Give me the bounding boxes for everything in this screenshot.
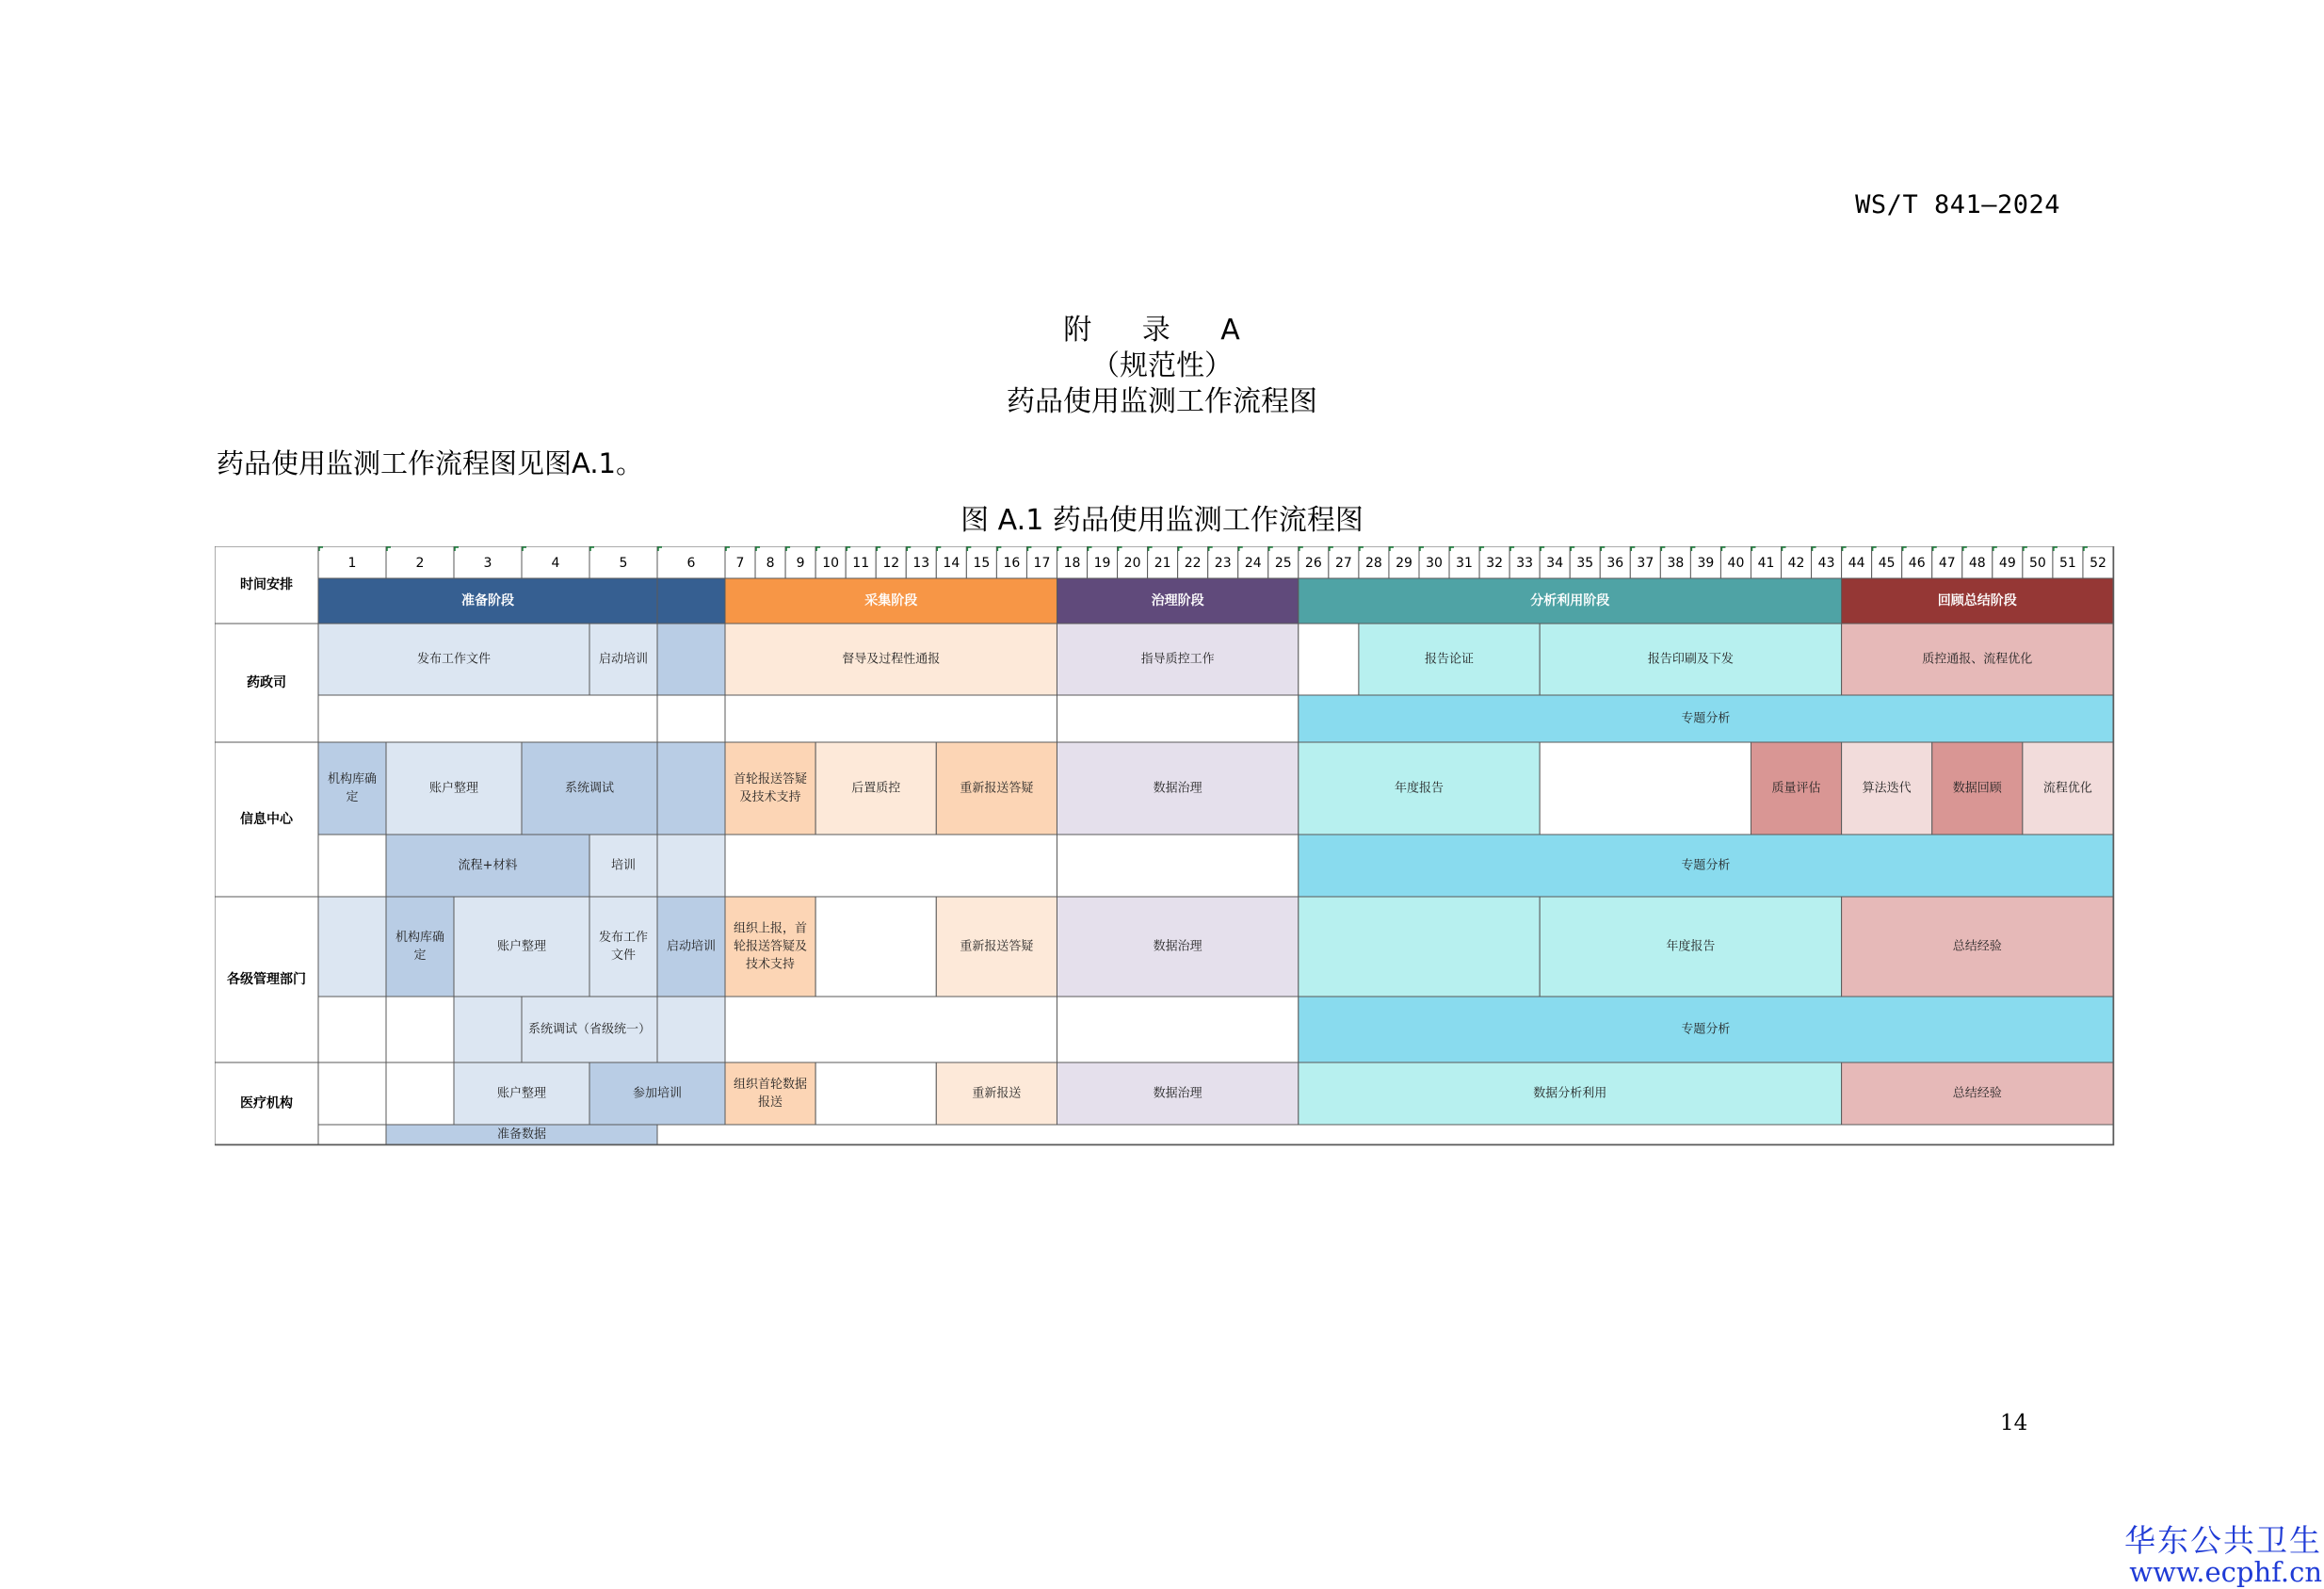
week-number-label: 44 bbox=[1848, 556, 1865, 571]
task-label: 数据回顾 bbox=[1952, 781, 2002, 796]
task-label: 发布工作文件 bbox=[416, 652, 492, 667]
group-label: 医疗机构 bbox=[240, 1095, 293, 1111]
task-label: 质控通报、流程优化 bbox=[1922, 652, 2033, 667]
task-label: 参加培训 bbox=[632, 1086, 683, 1101]
task-cell bbox=[725, 1062, 815, 1125]
task-label: 专题分析 bbox=[1681, 711, 1731, 726]
task-cell bbox=[657, 695, 725, 742]
task-label: 数据治理 bbox=[1153, 939, 1202, 954]
week-number-label: 28 bbox=[1365, 556, 1382, 571]
week-number-label: 37 bbox=[1637, 556, 1654, 571]
task-label: 督导及过程性通报 bbox=[842, 652, 941, 667]
task-label: 账户整理 bbox=[496, 1086, 547, 1101]
task-label: 总结经验 bbox=[1952, 1086, 2002, 1101]
week-number-label: 18 bbox=[1063, 556, 1081, 571]
week-number-label: 24 bbox=[1244, 556, 1262, 571]
task-cell bbox=[815, 1062, 936, 1125]
week-number-label: 36 bbox=[1606, 556, 1624, 571]
task-cell bbox=[386, 997, 454, 1062]
task-cell bbox=[657, 1125, 2113, 1144]
task-label: 启动培训 bbox=[666, 939, 717, 954]
week-number-label: 4 bbox=[551, 556, 560, 571]
week-number-label: 2 bbox=[415, 556, 425, 571]
task-label: 组织首轮数据 bbox=[734, 1078, 808, 1093]
week-number-label: 39 bbox=[1697, 556, 1715, 571]
task-label: 流程优化 bbox=[2042, 781, 2092, 796]
task-cell bbox=[318, 742, 386, 835]
watermark-name: 华东公共卫生 bbox=[2124, 1522, 2322, 1559]
task-label: 定 bbox=[413, 948, 427, 963]
task-cell bbox=[657, 742, 725, 835]
page-number: 14 bbox=[2000, 1411, 2028, 1435]
task-label: 发布工作 bbox=[598, 931, 649, 946]
task-cell bbox=[454, 997, 522, 1062]
phase-label: 分析利用阶段 bbox=[1530, 593, 1610, 608]
phase-label: 准备阶段 bbox=[461, 593, 514, 608]
standard-code: WS/T 841—2024 bbox=[1855, 190, 2060, 219]
week-number-label: 31 bbox=[1456, 556, 1473, 571]
task-cell bbox=[1057, 997, 1298, 1062]
workflow-gantt-svg bbox=[215, 546, 2115, 1146]
task-cell bbox=[318, 835, 386, 897]
task-cell bbox=[815, 897, 936, 997]
week-number-label: 11 bbox=[852, 556, 870, 571]
task-label: 数据分析利用 bbox=[1533, 1086, 1607, 1101]
task-label: 数据治理 bbox=[1153, 781, 1202, 796]
week-number-label: 9 bbox=[796, 556, 805, 571]
week-number-label: 20 bbox=[1123, 556, 1141, 571]
task-cell bbox=[657, 835, 725, 897]
task-label: 系统调试 bbox=[564, 781, 615, 796]
week-number-label: 15 bbox=[973, 556, 991, 571]
task-cell bbox=[725, 997, 1057, 1062]
task-label: 算法迭代 bbox=[1862, 781, 1912, 796]
week-number-label: 42 bbox=[1787, 556, 1805, 571]
week-number-label: 50 bbox=[2028, 556, 2046, 571]
task-cell bbox=[1299, 897, 1540, 997]
appendix-label: 附 录 A bbox=[1063, 314, 1261, 347]
task-cell bbox=[318, 695, 657, 742]
task-cell bbox=[318, 997, 386, 1062]
time-header-label: 时间安排 bbox=[240, 577, 293, 592]
week-number-label: 13 bbox=[912, 556, 930, 571]
task-label: 账户整理 bbox=[428, 781, 479, 796]
week-number-label: 29 bbox=[1396, 556, 1412, 571]
week-number-label: 38 bbox=[1667, 556, 1685, 571]
week-number-label: 46 bbox=[1908, 556, 1926, 571]
task-label: 轮报送答疑及 bbox=[734, 939, 808, 954]
task-label: 年度报告 bbox=[1394, 781, 1444, 796]
week-number-label: 41 bbox=[1757, 556, 1775, 571]
week-number-label: 6 bbox=[686, 556, 696, 571]
workflow-gantt-chart bbox=[215, 546, 2115, 1146]
week-number-label: 23 bbox=[1214, 556, 1232, 571]
week-number-label: 30 bbox=[1426, 556, 1443, 571]
task-label: 指导质控工作 bbox=[1140, 652, 1215, 667]
task-cell bbox=[386, 1062, 454, 1125]
task-label: 账户整理 bbox=[496, 939, 547, 954]
task-label: 年度报告 bbox=[1666, 939, 1716, 954]
task-label: 机构库确 bbox=[327, 772, 378, 787]
task-label: 质量评估 bbox=[1771, 781, 1821, 796]
week-number-label: 5 bbox=[619, 556, 628, 571]
figure-title: 图 A.1 药品使用监测工作流程图 bbox=[960, 504, 1364, 537]
week-number-label: 10 bbox=[822, 556, 840, 571]
task-label: 系统调试（省级统一） bbox=[527, 1022, 652, 1037]
task-label: 报送 bbox=[758, 1094, 783, 1110]
group-label: 信息中心 bbox=[240, 812, 293, 827]
week-number-label: 21 bbox=[1154, 556, 1171, 571]
phase-bar bbox=[657, 578, 725, 624]
week-number-label: 43 bbox=[1817, 556, 1835, 571]
group-label: 各级管理部门 bbox=[227, 972, 306, 987]
week-number-label: 33 bbox=[1516, 556, 1534, 571]
task-label: 技术支持 bbox=[746, 957, 796, 972]
week-number-label: 17 bbox=[1033, 556, 1051, 571]
appendix-nature: （规范性） bbox=[1091, 349, 1233, 382]
task-label: 重新报送答疑 bbox=[960, 781, 1034, 796]
phase-label: 治理阶段 bbox=[1151, 593, 1204, 608]
task-cell bbox=[725, 835, 1057, 897]
task-cell bbox=[318, 1125, 386, 1144]
week-number-label: 7 bbox=[735, 556, 745, 571]
group-label: 药政司 bbox=[247, 675, 286, 690]
task-label: 启动培训 bbox=[598, 652, 649, 667]
task-cell bbox=[386, 897, 454, 997]
task-label: 组织上报，首 bbox=[734, 921, 808, 936]
week-number-label: 32 bbox=[1486, 556, 1504, 571]
task-label: 重新报送答疑 bbox=[960, 939, 1034, 954]
task-cell bbox=[725, 742, 815, 835]
task-label: 流程+材料 bbox=[458, 858, 518, 873]
week-number-label: 45 bbox=[1878, 556, 1896, 571]
week-number-label: 51 bbox=[2059, 556, 2076, 571]
task-label: 后置质控 bbox=[851, 781, 901, 796]
week-number-label: 19 bbox=[1093, 556, 1111, 571]
task-label: 报告论证 bbox=[1425, 652, 1475, 667]
task-label: 及技术支持 bbox=[739, 789, 801, 804]
task-label: 培训 bbox=[610, 858, 637, 873]
task-cell bbox=[318, 897, 386, 997]
week-number-label: 22 bbox=[1184, 556, 1202, 571]
week-number-label: 52 bbox=[2090, 556, 2106, 571]
task-label: 首轮报送答疑 bbox=[734, 772, 808, 787]
task-label: 专题分析 bbox=[1681, 1022, 1731, 1037]
task-cell bbox=[657, 997, 725, 1062]
intro-paragraph: 药品使用监测工作流程图见图A.1。 bbox=[217, 447, 643, 479]
week-number-label: 12 bbox=[882, 556, 900, 571]
phase-label: 采集阶段 bbox=[864, 593, 918, 608]
task-label: 重新报送 bbox=[972, 1086, 1022, 1101]
task-label: 定 bbox=[346, 789, 359, 804]
week-number-label: 25 bbox=[1274, 556, 1292, 571]
week-number-label: 49 bbox=[1998, 556, 2016, 571]
phase-label: 回顾总结阶段 bbox=[1937, 593, 2017, 608]
week-number-label: 34 bbox=[1546, 556, 1564, 571]
week-number-label: 8 bbox=[766, 556, 775, 571]
task-label: 文件 bbox=[610, 948, 637, 963]
task-cell bbox=[1057, 835, 1298, 897]
task-label: 专题分析 bbox=[1681, 858, 1731, 873]
task-cell bbox=[725, 695, 1057, 742]
task-cell bbox=[589, 897, 657, 997]
watermark-url: www.ecphf.cn bbox=[2129, 1556, 2322, 1588]
task-cell bbox=[1540, 742, 1751, 835]
week-number-label: 35 bbox=[1576, 556, 1594, 571]
week-number-label: 47 bbox=[1938, 556, 1956, 571]
week-number-label: 14 bbox=[943, 556, 960, 571]
week-number-label: 1 bbox=[347, 556, 357, 571]
task-label: 机构库确 bbox=[395, 931, 445, 946]
task-label: 数据治理 bbox=[1153, 1086, 1202, 1101]
task-cell bbox=[1057, 695, 1298, 742]
week-number-label: 26 bbox=[1304, 556, 1322, 571]
task-label: 报告印刷及下发 bbox=[1647, 652, 1734, 667]
week-number-label: 3 bbox=[483, 556, 492, 571]
task-label: 总结经验 bbox=[1952, 939, 2002, 954]
week-number-label: 48 bbox=[1968, 556, 1986, 571]
week-number-label: 27 bbox=[1334, 556, 1352, 571]
week-number-label: 40 bbox=[1727, 556, 1745, 571]
task-cell bbox=[657, 624, 725, 695]
task-cell bbox=[1299, 624, 1359, 695]
appendix-title-block bbox=[0, 313, 2324, 420]
week-number-label: 16 bbox=[1003, 556, 1021, 571]
task-label: 准备数据 bbox=[496, 1127, 547, 1142]
task-cell bbox=[318, 1062, 386, 1125]
appendix-title: 药品使用监测工作流程图 bbox=[1007, 385, 1317, 418]
